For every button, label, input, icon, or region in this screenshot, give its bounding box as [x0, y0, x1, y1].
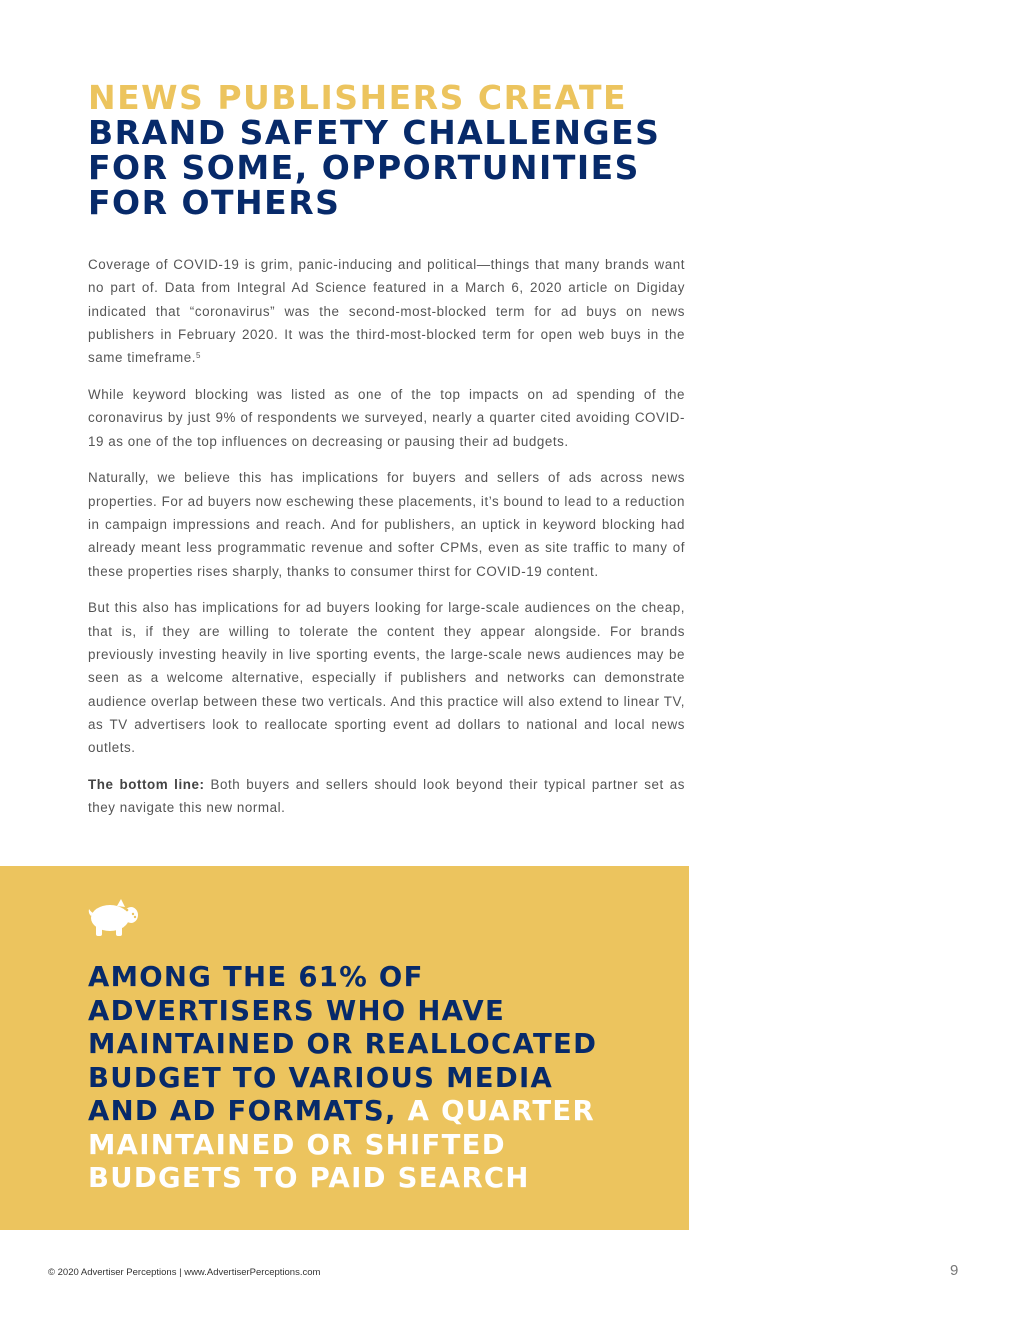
paragraph-1 — [88, 253, 685, 369]
paragraph-4: But this also has implications for ad buyers looking for large-scale audiences on the cheap, that is, if they are willing to tolerate the content they appear alongside. For brands previously investing heavily in live sporting events, the large-scale news audiences may be seen as a welcome alternative, especially if publishers and networks can demonstrate audience overlap between these two verticals. And this practice will also extend to linear TV, as TV advertisers look to reallocate sporting event ad dollars to national and local news outlets. — [88, 600, 685, 756]
callout-line-6: MAINTAINED OR SHIFTED — [88, 1128, 506, 1161]
headline-line-4: FOR OTHERS — [88, 183, 341, 222]
callout-line-5-navy: AND AD FORMATS, — [88, 1095, 397, 1127]
bottom-line-text: Both buyers and sellers should look beyond their typical partner set as they navigate this new normal. — [88, 776, 685, 816]
callout-line-4: BUDGET TO VARIOUS MEDIA — [88, 1061, 554, 1094]
callout-statement — [88, 961, 678, 1196]
callout-line-3: MAINTAINED OR REALLOCATED — [88, 1028, 598, 1060]
callout-line-2: ADVERTISERS WHO HAVE — [88, 994, 506, 1027]
callout-line-5-white: A QUARTER — [396, 1095, 595, 1127]
footnote-reference: 5 — [195, 351, 201, 361]
callout-line-1: AMONG THE 61% OF — [88, 961, 424, 993]
page-headline — [88, 80, 708, 220]
callout-line-7: BUDGETS TO PAID SEARCH — [88, 1162, 530, 1194]
headline-line-2: BRAND SAFETY CHALLENGES — [88, 113, 661, 152]
paragraph-1-text: Coverage of COVID-19 is grim, panic-inducing and political—things that many brands want no part of. Data from Integral Ad Science featured in a March 6, 2020 article on Digiday indicated that “coronavirus” was the second-most-blocked term for ad buys on news publishers in February 2020. It was the third-most-blocked term for open web buys in the same timeframe. — [88, 257, 685, 366]
piggy-bank-icon — [88, 898, 138, 938]
paragraph-bottom-line — [88, 773, 685, 820]
page-number: 9 — [950, 1262, 959, 1279]
callout-line-5 — [88, 1095, 678, 1129]
headline-line-1: NEWS PUBLISHERS CREATE — [88, 78, 628, 117]
bottom-line-label: The bottom line: — [88, 776, 205, 792]
footer-copyright: © 2020 Advertiser Perceptions | www.AdvertiserPerceptions.com — [48, 1267, 321, 1278]
paragraph-3: Naturally, we believe this has implications for buyers and sellers of ads across news properties. For ad buyers now eschewing these placements, it’s bound to lead to a reduction in campaign impressions and reach. And for publishers, an uptick in keyword blocking had already meant less programmatic revenue and softer CPMs, even as site traffic to many of these properties rises sharply, thanks to consumer thirst for COVID-19 content. — [88, 470, 685, 579]
article-body — [88, 253, 685, 833]
headline-line-3: FOR SOME, OPPORTUNITIES — [88, 148, 640, 187]
paragraph-2: While keyword blocking was listed as one of the top impacts on ad spending of the coronavirus by just 9% of respondents we surveyed, nearly a quarter cited avoiding COVID-19 as one of the top influences on decreasing or pausing their ad budgets. — [88, 386, 685, 449]
